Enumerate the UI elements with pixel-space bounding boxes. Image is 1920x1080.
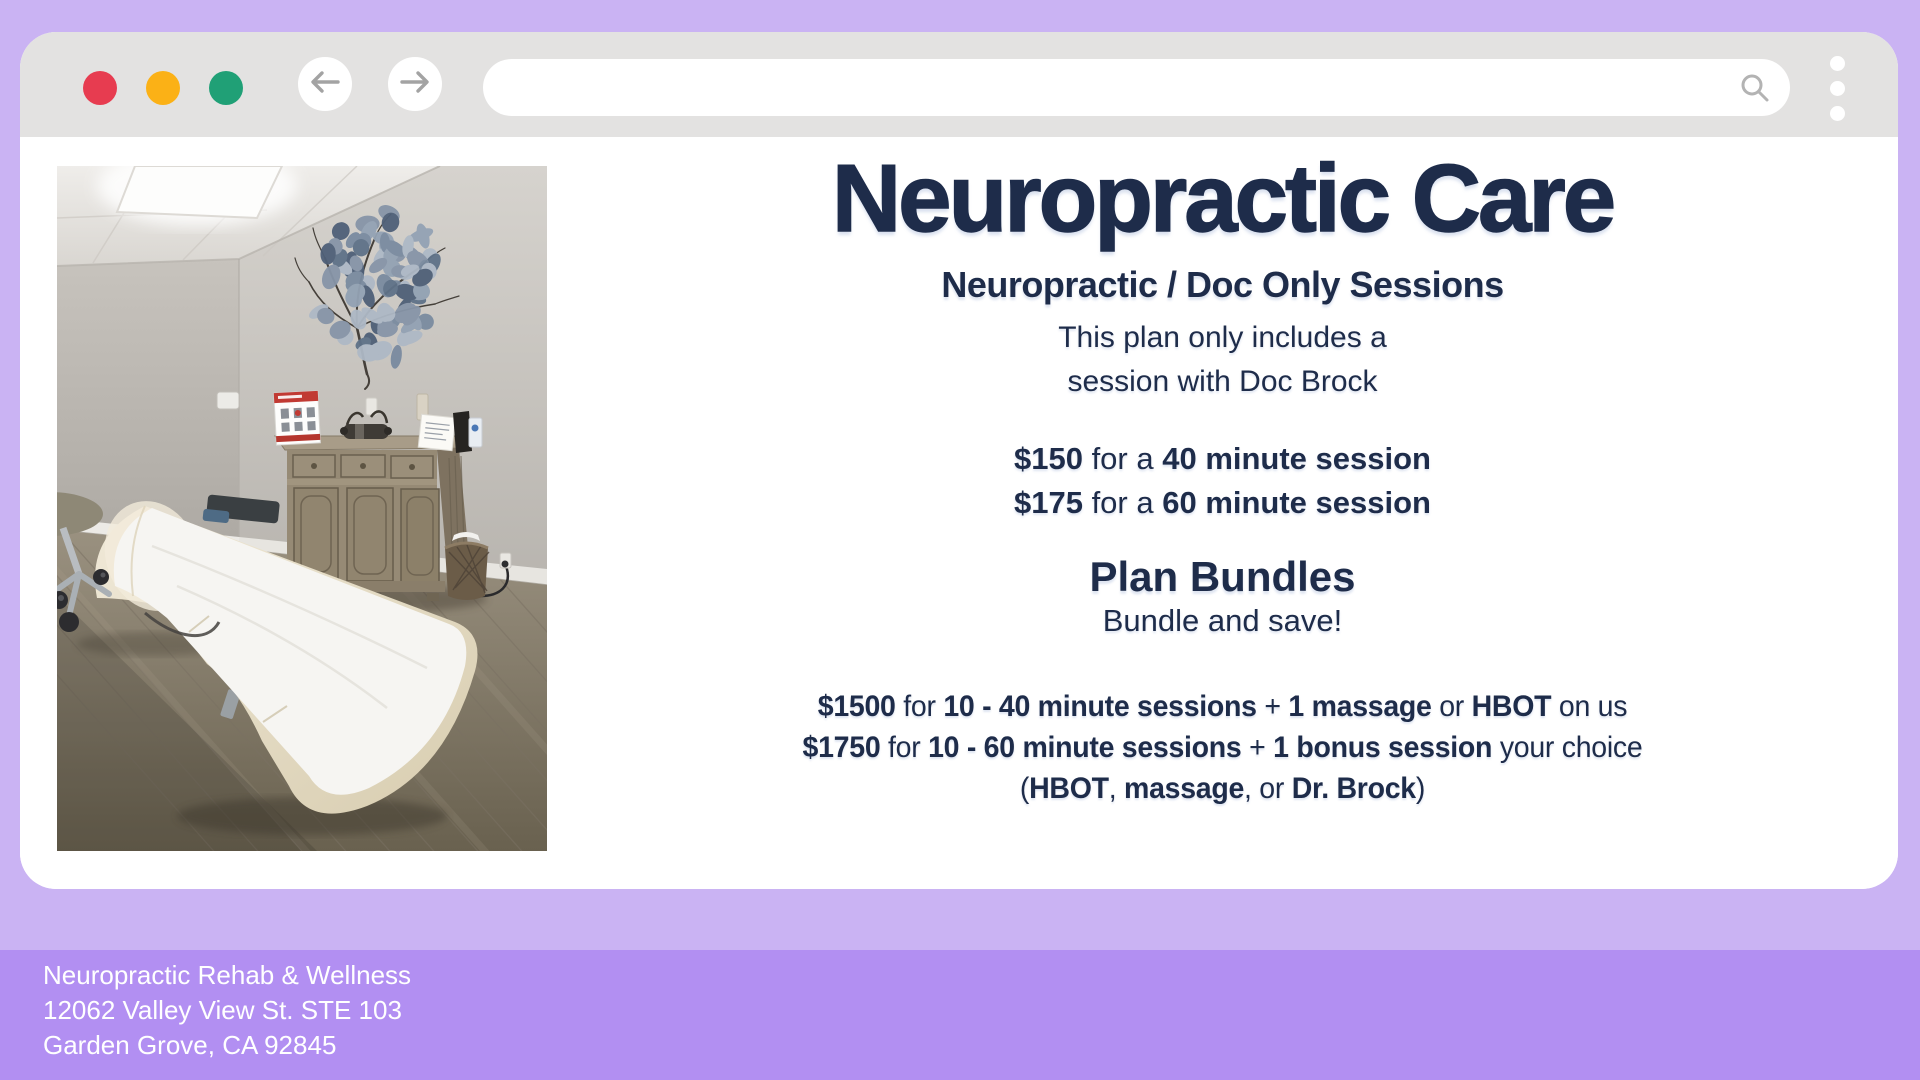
menu-kebab-icon[interactable] bbox=[1830, 56, 1845, 121]
plan-description-line: This plan only includes a bbox=[1058, 321, 1387, 354]
traffic-light-minimize[interactable] bbox=[146, 71, 180, 105]
treatment-room-illustration bbox=[57, 166, 547, 851]
bundle-line: $1750 for 10 - 60 minute sessions + 1 bonus session your choice bbox=[802, 731, 1643, 764]
bundle-prices bbox=[581, 686, 1864, 809]
bundle-line: (HBOT, massage, or Dr. Brock) bbox=[1019, 772, 1426, 805]
footer-address bbox=[43, 958, 411, 1063]
arrow-right-icon bbox=[399, 69, 431, 100]
search-input[interactable] bbox=[483, 59, 1790, 116]
footer-city-state-zip: Garden Grove, CA 92845 bbox=[43, 1030, 337, 1060]
footer bbox=[0, 950, 1920, 1080]
price-line: $150 for a 40 minute session bbox=[1013, 441, 1431, 476]
arrow-left-icon bbox=[309, 69, 341, 100]
session-prices bbox=[547, 437, 1898, 525]
bundles-tagline: Bundle and save! bbox=[1102, 603, 1343, 638]
footer-business-name: Neuropractic Rehab & Wellness bbox=[43, 960, 412, 990]
footer-street-address: 12062 Valley View St. STE 103 bbox=[43, 995, 402, 1025]
bundles-heading: Plan Bundles bbox=[1089, 553, 1356, 600]
address-bar bbox=[483, 59, 1790, 116]
browser-chrome-bar bbox=[20, 32, 1898, 137]
page-title: Neuropractic Care bbox=[831, 145, 1614, 252]
card-content bbox=[20, 137, 1898, 889]
treatment-room-photo bbox=[57, 166, 547, 851]
browser-window bbox=[20, 32, 1898, 889]
traffic-light-maximize[interactable] bbox=[209, 71, 243, 105]
forward-button[interactable] bbox=[388, 57, 442, 111]
plan-description-line: session with Doc Brock bbox=[1067, 365, 1378, 398]
pricing-panel bbox=[547, 137, 1898, 889]
traffic-light-close[interactable] bbox=[83, 71, 117, 105]
search-icon[interactable] bbox=[1739, 72, 1770, 108]
back-button[interactable] bbox=[298, 57, 352, 111]
plan-description bbox=[547, 316, 1898, 404]
bundle-line: $1500 for 10 - 40 minute sessions + 1 massage or HBOT on us bbox=[817, 690, 1628, 723]
price-line: $175 for a 60 minute session bbox=[1013, 485, 1431, 520]
section-subtitle: Neuropractic / Doc Only Sessions bbox=[941, 264, 1504, 305]
